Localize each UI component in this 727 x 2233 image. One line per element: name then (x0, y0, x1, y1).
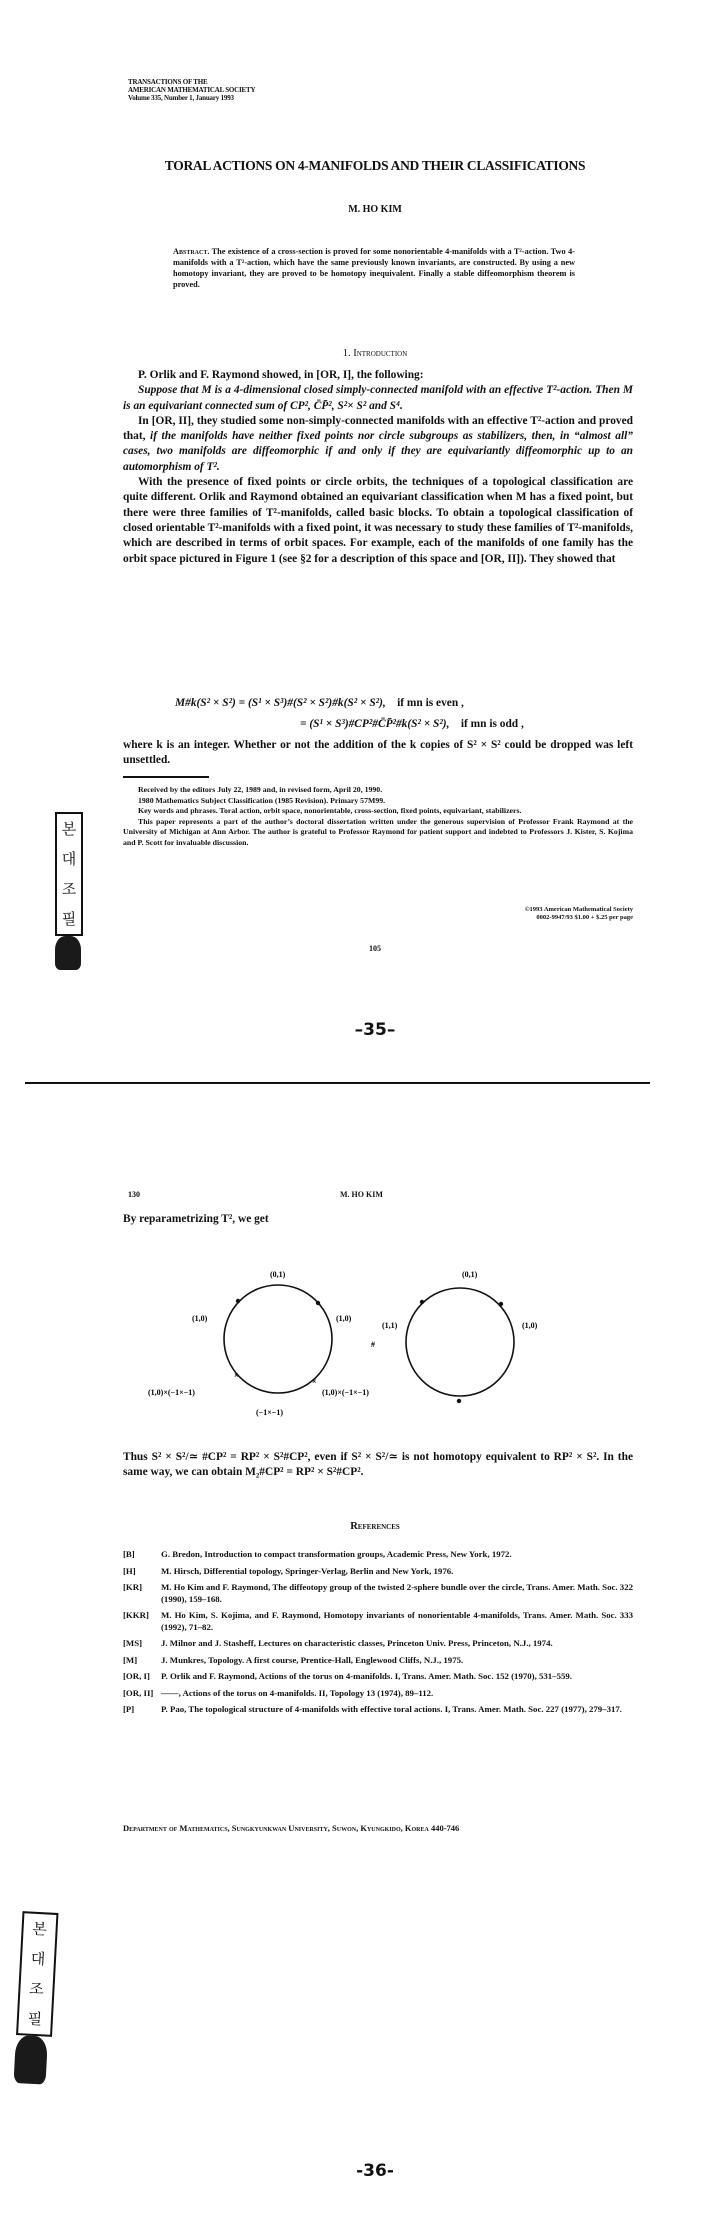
reference-text: M. Hirsch, Differential topology, Springer-Verlag, Berlin and New York, 1976. (161, 1565, 454, 1576)
stamp-char: 대 (30, 1949, 46, 1969)
paragraph: where k is an integer. Whether or not the addition of the k copies of S² × S² could be dropped was left unsettled. (123, 739, 633, 767)
reference-key: [M] (123, 1654, 138, 1665)
orbit-space-figure (100, 1250, 660, 1440)
scan-page-number: –35– (354, 1020, 396, 1040)
footnote: Received by the editors July 22, 1989 and, in revised form, April 20, 1990. (138, 785, 383, 794)
paragraph-text: In [OR, II], they studied some non-simply-connected manifolds with an effective T²-action and proved that, (123, 414, 633, 443)
paragraph-italic: if the manifolds have neither fixed points nor circle subgroups as stabilizers, then, in “almost all” cases, two manifolds are diffeomorphic if and only if they are equivariantly diffeomorphic up to an automorphism of T². (123, 430, 633, 473)
author-affiliation: Department of Mathematics, Sungkyunkwan University, Suwon, Kyungkido, Korea 440-746 (123, 1823, 460, 1833)
abstract (173, 246, 575, 290)
reference-key: [B] (123, 1549, 135, 1559)
section-heading: 1. Introduction (342, 348, 408, 359)
paragraph-block (123, 1450, 633, 1481)
stamp-char: 조 (61, 880, 77, 898)
stamp-char: 본 (31, 1919, 48, 1939)
copyright-line: ©1993 American Mathematical Society (524, 906, 633, 913)
reference-item (123, 1566, 633, 1578)
paragraph: P. Orlik and F. Raymond showed, in [OR, I], the following: (138, 369, 424, 381)
cross-mark: × (234, 1371, 239, 1380)
equation-line-1 (175, 697, 464, 709)
seal-icon (55, 936, 81, 970)
paragraph: With the presence of fixed points or circle orbits, the techniques of a topological classification are quite different. Orlik and Raymond obtained an equivariant classification when M has a fixed point, but there were three families of T²-manifolds, called basic blocks. To obtain a topological classification of closed orientable T²-manifolds with a fixed point, it was necessary to study these families of T²-manifolds, which are described in terms of orbit spaces. For example, each of the manifolds of one family has the orbit space pictured in Figure 1 (see §2 for a description of this space and [OR, II]). They showed that (123, 476, 633, 565)
reference-text: J. Milnor and J. Stasheff, Lectures on characteristic classes, Princeton Univ. Press, Princeton, N.J., 1974. (161, 1638, 553, 1648)
paragraph (123, 414, 633, 475)
footnotes (123, 785, 633, 848)
paragraph: Thus S² × S²/≃ #CP² = RP² × S²#CP², even if S² × S²/≃ is not homotopy equivalent to RP² × S². In the same way, we can obtain M₂#CP² = RP² × S²#CP². (123, 1451, 633, 1479)
reference-key: [KKR] (123, 1610, 149, 1620)
stamp-char: 조 (28, 1979, 45, 1999)
reference-text: M. Ho Kim and F. Raymond, The diffeotopy group of the twisted 2-sphere bundle over the circle, Trans. Amer. Math. Soc. 322 (1990), 159–168. (161, 1582, 633, 1604)
library-stamp (55, 812, 83, 970)
reference-key: [H] (123, 1565, 136, 1576)
abstract-label: Abstract. (173, 247, 210, 256)
figure-label: (−1×−1) (256, 1408, 284, 1417)
library-stamp (14, 1911, 59, 2085)
fixed-point-dot (236, 1299, 240, 1303)
reference-key: [OR, I] (123, 1671, 150, 1681)
stamp-char: 본 (61, 820, 77, 838)
figure-label: (0,1) (462, 1270, 478, 1279)
equation: M#k(S² × S²) = (S¹ × S³)#(S² × S²)#k(S² × S²), (175, 697, 386, 709)
paragraph-block (123, 738, 633, 769)
stamp-char: 필 (61, 910, 77, 928)
reference-key: [MS] (123, 1638, 143, 1648)
stamp-char: 대 (61, 850, 77, 868)
reference-text: P. Orlik and F. Raymond, Actions of the torus on 4-manifolds. I, Trans. Amer. Math. Soc. 152 (1970), 531–559. (161, 1671, 572, 1681)
author-name: M. HO KIM (348, 204, 402, 215)
journal-line: Volume 335, Number 1, January 1993 (128, 94, 234, 102)
fixed-point-dot (457, 1399, 461, 1403)
reference-item (123, 1704, 633, 1716)
figure-label: (1,1) (382, 1321, 398, 1330)
reference-item (123, 1582, 633, 1605)
paragraph: By reparametrizing T², we get (123, 1213, 269, 1225)
journal-header (128, 78, 255, 102)
abstract-text: The existence of a cross-section is proved for some nonorientable 4-manifolds with a T²-action. Two 4-manifolds with a T²-action, which have the same previously known invariants, are constructed. By using a new homotopy invariant, they are proved to be homotopy inequivalent. Finally a stable diffeomorphism theorem is proved. (173, 247, 575, 289)
fixed-point-dot (316, 1301, 320, 1305)
figure-label: (0,1) (270, 1270, 286, 1279)
orbit-circle-right (406, 1288, 514, 1396)
intro-body (123, 368, 633, 567)
reference-key: [OR, II] (123, 1687, 154, 1698)
running-author: M. HO KIM (340, 1190, 383, 1199)
running-page-number: 130 (128, 1190, 140, 1199)
equation-line-2 (300, 718, 524, 730)
figure-intro (123, 1212, 633, 1227)
footnote-rule (123, 776, 209, 778)
equation: = (S¹ × S³)#CP²#C̄P̄²#k(S² × S²), (300, 718, 450, 730)
equation-condition: if mn is even , (397, 697, 464, 709)
equation-condition: if mn is odd , (460, 718, 524, 730)
references-heading: References (350, 1521, 400, 1532)
reference-item (123, 1549, 633, 1561)
stamp-char: 필 (27, 2009, 43, 2029)
figure-label: (1,0) (522, 1321, 538, 1330)
references-list (123, 1549, 633, 1721)
page-separator (25, 1082, 650, 1084)
figure-label: (1,0) (192, 1314, 208, 1323)
footnote: This paper represents a part of the author’s doctoral dissertation written under the generous supervision of Professor Frank Raymond at the University of Michigan at Ann Arbor. The author is grateful to Professor Raymond for patient support and indebted to Professors J. Kister, S. Kojima and P. Scott for invaluable discussion. (123, 816, 633, 847)
journal-line: AMERICAN MATHEMATICAL SOCIETY (128, 86, 256, 94)
fixed-point-dot (499, 1302, 503, 1306)
copyright-notice (430, 906, 633, 922)
reference-item (123, 1638, 633, 1650)
journal-page-number: 105 (369, 944, 381, 953)
reference-text: G. Bredon, Introduction to compact transformation groups, Academic Press, New York, 1972. (161, 1549, 512, 1559)
paper-title: TORAL ACTIONS ON 4-MANIFOLDS AND THEIR CLASSIFICATIONS (164, 158, 586, 173)
seal-icon (14, 2035, 48, 2085)
reference-key: [KR] (123, 1582, 143, 1592)
reference-text: M. Ho Kim, S. Kojima, and F. Raymond, Homotopy invariants of nonorientable 4-manifolds, Trans. Amer. Math. Soc. 333 (1992), 71–82. (161, 1610, 633, 1632)
journal-line: TRANSACTIONS OF THE (128, 78, 208, 86)
reference-item (123, 1671, 633, 1683)
figure-label: (1,0)×(−1×−1) (322, 1388, 369, 1397)
copyright-line: 0002-9947/93 $1.00 + $.25 per page (536, 914, 633, 921)
fixed-point-dot (420, 1300, 424, 1304)
stamp-box (16, 1911, 58, 2037)
reference-text: P. Pao, The topological structure of 4-manifolds with effective toral actions. I, Trans. Amer. Math. Soc. 227 (1977), 279–317. (161, 1704, 622, 1714)
stamp-box (55, 812, 83, 936)
reference-item (123, 1610, 633, 1633)
reference-item (123, 1655, 633, 1667)
theorem-statement: Suppose that M is a 4-dimensional closed simply-connected manifold with an effective T²-action. Then M is an equivariant connected sum of CP², C̄P̄², S²× S² and S⁴. (123, 384, 633, 412)
figure-label: (1,0)×(−1×−1) (148, 1388, 195, 1397)
cross-mark: × (312, 1377, 317, 1386)
reference-key: [P] (123, 1704, 135, 1714)
reference-item (123, 1688, 633, 1700)
figure-label: (1,0) (336, 1314, 352, 1323)
reference-text: ——, Actions of the torus on 4-manifolds. II, Topology 13 (1974), 89–112. (161, 1687, 434, 1698)
footnote: Key words and phrases. Toral action, orbit space, nonorientable, cross-section, fixed points, equivariant, stabilizers. (138, 806, 522, 815)
scan-page-number: -36- (356, 2161, 394, 2181)
connected-sum-symbol: # (371, 1340, 375, 1349)
reference-text: J. Munkres, Topology. A first course, Prentice-Hall, Englewood Cliffs, N.J., 1975. (161, 1654, 464, 1665)
footnote: 1980 Mathematics Subject Classification (1985 Revision). Primary 57M99. (138, 795, 386, 805)
